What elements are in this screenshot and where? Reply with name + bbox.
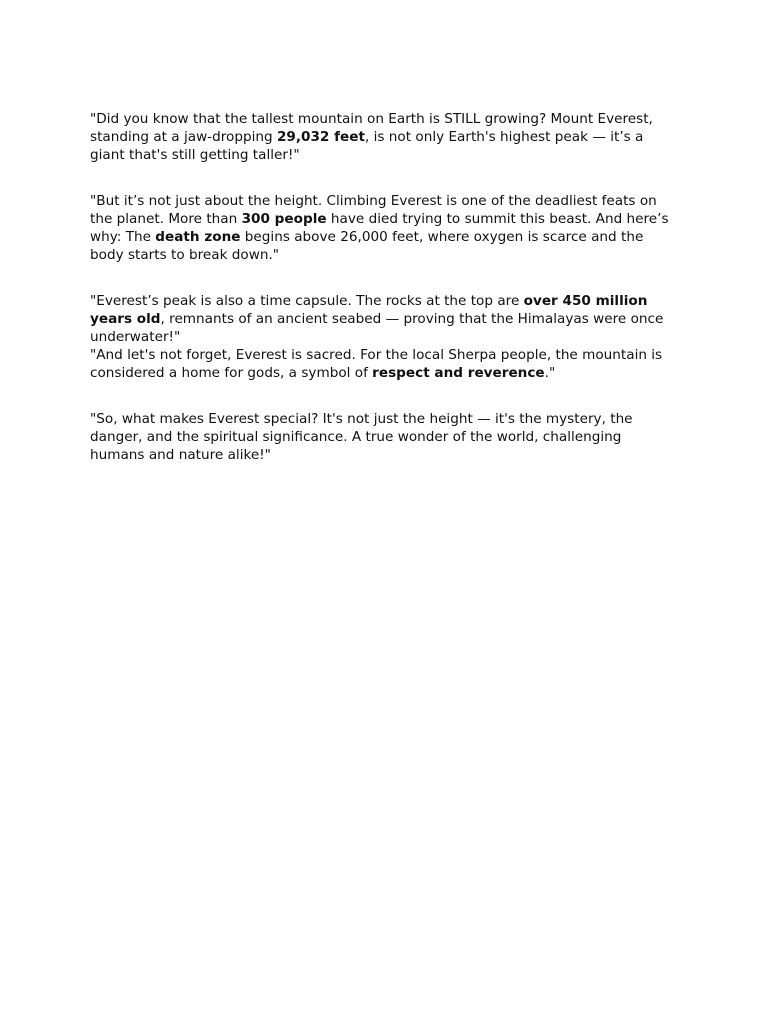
text-segment: have died trying to summit this beast. And here’s why: The: [90, 211, 669, 245]
highlight-height: 29,032 feet: [276, 129, 365, 145]
highlight-rock-age: over 450 million years old: [90, 293, 648, 327]
paragraph-growing: [90, 110, 680, 164]
highlight-death-zone: death zone: [155, 229, 241, 245]
paragraph-danger: [90, 192, 680, 264]
highlight-deaths: 300 people: [241, 211, 327, 227]
text-segment: , is not only Earth's highest peak — it’s a giant that's still getting taller!": [90, 129, 644, 163]
highlight-respect: respect and reverence: [372, 365, 545, 381]
text-segment: "And let's not forget, Everest is sacred. For the local Sherpa people, the mountain is considered a home for gods, a symbol of: [90, 347, 663, 381]
text-segment: , remnants of an ancient seabed — proving that the Himalayas were once underwater!": [90, 311, 664, 345]
text-segment: "So, what makes Everest special? It's not just the height — it's the mystery, the danger, and the spiritual significance. A true wonder of the world, challenging humans and nature alike!": [90, 411, 633, 463]
text-segment: "Everest’s peak is also a time capsule. The rocks at the top are: [90, 293, 524, 309]
paragraph-sacred: [90, 346, 680, 382]
paragraph-time-capsule: [90, 292, 680, 346]
paragraph-conclusion: [90, 410, 680, 464]
text-segment: "Did you know that the tallest mountain on Earth is STILL growing? Mount Everest, standing at a jaw-dropping: [90, 111, 653, 145]
text-segment: .": [544, 365, 556, 381]
text-segment: begins above 26,000 feet, where oxygen is scarce and the body starts to break down.": [90, 229, 644, 263]
text-segment: "But it’s not just about the height. Climbing Everest is one of the deadliest feats on the planet. More than: [90, 193, 657, 227]
document-body: [90, 110, 680, 464]
